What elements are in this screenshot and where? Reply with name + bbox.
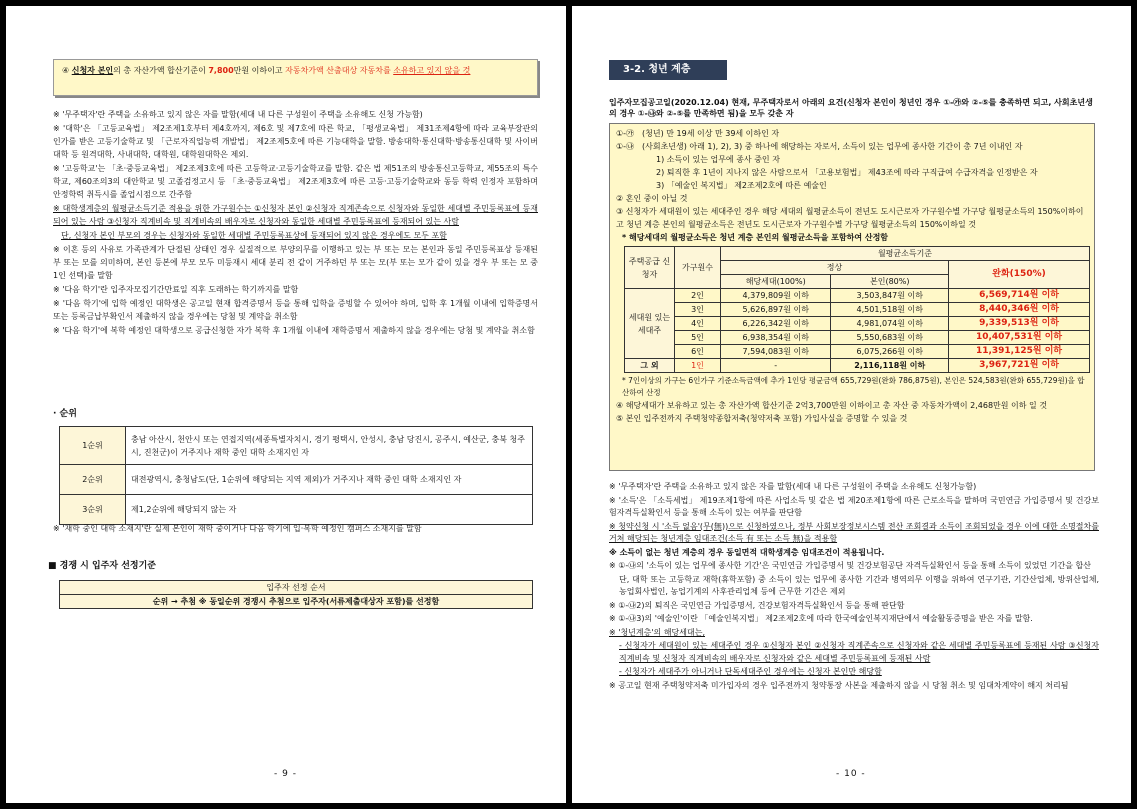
selection-body: 순위 → 추첨 ※ 동일순위 경쟁시 추첨으로 입주자(서류제출대상자 포함)를 선정함 bbox=[60, 595, 533, 609]
income-self: 4,981,074원 이하 bbox=[831, 317, 949, 331]
table-row bbox=[625, 359, 1090, 373]
note-item bbox=[609, 547, 1099, 560]
income-other-relaxed: 3,967,721원 이하 bbox=[949, 359, 1090, 373]
condition-assets: ④ 해당세대가 보유하고 있는 총 자산가액 합산기준 2억3,700만원 이하이고 총 자산 중 자동차가액이 2,468만원 이하 일 것 bbox=[616, 401, 1048, 410]
income-header-monthly: 월평균소득기준 bbox=[721, 247, 1090, 261]
note-item bbox=[609, 613, 1099, 626]
asset-criteria-highlight-box bbox=[53, 59, 538, 96]
income-header-normal: 정상 bbox=[721, 261, 949, 275]
income-household: 4,379,809원 이하 bbox=[721, 289, 831, 303]
table-row bbox=[625, 303, 1090, 317]
table-row bbox=[625, 289, 1090, 303]
note-homeless: ※ '무주택자'란 주택을 소유하고 있지 않은 자를 말함(세대 내 다른 구성원이 주택을 소유해도 신청가능함) bbox=[609, 482, 977, 491]
note-school-location: ※ '재학 중인 대학 소재지'란 실제 본인이 재학 중이거나 다음 학기에 입·복학 예정인 캠퍼스 소재지를 말함 bbox=[53, 524, 422, 533]
condition-mark: ①-㉯ bbox=[616, 142, 635, 151]
income-members: 4인 bbox=[675, 317, 721, 331]
note-household-head: - 신청자가 세대원이 있는 세대주인 경우 ①신청자 본인 ②신청자 직계존속으로 신청자와 같은 세대별 주민등록표에 등재된 사람 ③신청자 직계비속 및 신청자 직계비속의 배우자로 신청자와 같은 세대별 주민등록표에 등재된 사람 bbox=[619, 641, 1099, 663]
table-row bbox=[625, 345, 1090, 359]
income-members: 5인 bbox=[675, 331, 721, 345]
table-row bbox=[625, 247, 1090, 261]
note-highschool: ※ '고등학교'는 「초·중등교육법」 제2조제3호에 따른 고등학교·고등기술학교를 말함. 같은 법 제51조의 방송통신고등학교, 제55조의 특수학교, 제60조의3의 대안학교 및 고졸검정고시 등 「초·중등교육법」 제2조제3호에 따른 고등·고등기술학교와 동등 학력 인정자 포함하며 안정학력 취득시를 졸업시점으로 간주함 bbox=[53, 164, 538, 199]
note-item bbox=[53, 283, 538, 296]
condition-unmarried: ② 혼인 중이 아닐 것 bbox=[616, 194, 688, 203]
note-item bbox=[53, 522, 538, 535]
page-number: - 10 - bbox=[836, 769, 866, 779]
school-note-block bbox=[53, 522, 538, 536]
note-university: ※ '대학'은 「고등교육법」 제2조제1호부터 제4호까지, 제6호 및 제7호에 따른 학교, 「평생교육법」 제31조제4항에 따라 교육부장관의 인가를 받은 고등기술학교 및 「근로자직업능력 개발법」 제2조제5호에 따른 기능대학을 말함. 방송대학·통신대학·방송통신대학 및 사이버대학 등 원격대학, 사내대학, 대학원, 대학원대학은 제외. bbox=[53, 124, 538, 159]
income-header-members: 가구원수 bbox=[675, 247, 721, 289]
page-number: - 9 - bbox=[274, 769, 297, 779]
income-relaxed: 8,440,346원 이하 bbox=[949, 303, 1090, 317]
income-table bbox=[624, 246, 1090, 373]
income-members: 3인 bbox=[675, 303, 721, 317]
note-savings-cancel: ※ 공고일 현재 주택청약저축 미가입자의 경우 입주전까지 청약통장 사본을 제출하지 않을 시 당첨 취소 및 임대차계약이 해지 처리됨 bbox=[609, 680, 1069, 690]
condition-mark: ①-㉮ bbox=[616, 129, 635, 138]
asset-criteria-text2: 만원 이하이고 bbox=[233, 66, 286, 75]
income-other-household: - bbox=[721, 359, 831, 373]
note-item bbox=[609, 560, 1099, 573]
note-divorce: ※ 이혼 등의 사유로 가족관계가 단절된 상태인 경우 실질적으로 부양의무를 이행하고 있는 부 또는 모는 본인과 동일 주민등록표상 등재된 부 또는 모를 의미하며, 본인 등본에 부모 모두 미등재시 세대 분리 전 같이 거주하던 부 또는 모(부 또는 모가 같이 있을 경우 부 또는 모 중 1인 선택)를 말함 bbox=[53, 245, 538, 280]
rank-table bbox=[59, 426, 533, 525]
asset-criteria-car-own: 소유하고 있지 않을 것 bbox=[393, 66, 471, 75]
note-item bbox=[53, 108, 538, 121]
note-item bbox=[53, 162, 538, 201]
note-household-members: ※ 대학생계층의 월평균소득기준 적용을 위한 가구원수는 ①신청자 본인 ②신청자 직계존속으로 신청자와 동일한 세대별 주민등록표에 등재되어 있는 사람 ③신청자 직계비속 및 직계비속의 배우자로 신청자와 동일한 세대별 주민등록표에 등재되어 있는 사람 bbox=[53, 204, 538, 226]
note-item bbox=[609, 666, 1099, 679]
income-relaxed: 10,407,531원 이하 bbox=[949, 331, 1090, 345]
note-item bbox=[53, 229, 538, 242]
note-item bbox=[609, 680, 1099, 693]
competition-title: ■ 경쟁 시 입주자 선정기준 bbox=[48, 561, 156, 571]
note-item bbox=[53, 122, 538, 161]
table-row bbox=[60, 465, 533, 495]
income-other-members: 1인 bbox=[675, 359, 721, 373]
note-item bbox=[609, 521, 1099, 546]
table-row bbox=[60, 427, 533, 465]
income-header-relaxed: 완화(150%) bbox=[949, 261, 1090, 289]
income-group-label: 세대원 있는 세대주 bbox=[625, 289, 675, 359]
table-row bbox=[60, 595, 533, 609]
page-10 bbox=[572, 6, 1131, 803]
note-no-income-check: ※ 청약신청 시 '소득 없음'(무(無))으로 신청하였으나, 정부 사회보장정보시스템 전산 조회결과 소득이 조회되었을 경우 이에 대한 소명절차를 거쳐 해당되는 청년계층 임대조건(소득 有 또는 소득 無)을 적용함 bbox=[609, 521, 1099, 543]
income-self: 3,503,847원 이하 bbox=[831, 289, 949, 303]
rank-text: 제1,2순위에 해당되지 않는 자 bbox=[126, 495, 533, 525]
rank-label: 2순위 bbox=[60, 465, 126, 495]
asset-criteria-car: 자동차가액 산출대상 자동차를 bbox=[285, 66, 394, 75]
sub-condition: 1) 소득이 있는 업무에 종사 중인 자 bbox=[656, 155, 780, 164]
note-item bbox=[609, 640, 1099, 665]
note-item bbox=[609, 600, 1099, 613]
asset-criteria-amount: 7,800 bbox=[208, 66, 234, 75]
note-retirement: ※ ①-㉯2)의 퇴직은 국민연금 가입증명서, 건강보험자격득실확인서 등을 통해 판단함 bbox=[609, 600, 905, 610]
income-members: 2인 bbox=[675, 289, 721, 303]
note-next-semester: ※ '다음 학기'란 입주자모집기간만료일 직후 도래하는 학기까지를 말함 bbox=[53, 285, 299, 294]
condition-savings: ⑤ 본인 입주전까지 주택청약종합저축(청약저축 포함) 가입사실을 증명할 수 있을 것 bbox=[616, 414, 908, 423]
note-item bbox=[53, 243, 538, 282]
condition-income: ③ 신청자가 세대원이 있는 세대주인 경우 해당 세대의 월평균소득이 전년도 도시근로자 가구원수별 가구당 월평균소득의 150%이하이고 청년 계층 본인의 월평균소득은 전년도 도시근로자 가구원수별 가구당 월평균소득의 150%이하일 것 bbox=[616, 207, 1084, 229]
income-self: 6,075,266원 이하 bbox=[831, 345, 949, 359]
youth-requirements-box bbox=[609, 123, 1095, 471]
table-row bbox=[625, 331, 1090, 345]
asset-criteria-subject: 신청자 본인 bbox=[71, 66, 114, 75]
note-item bbox=[609, 627, 1099, 640]
table-row bbox=[60, 495, 533, 525]
note-youth-household: ※ '청년계층'의 해당세대는, bbox=[609, 627, 706, 637]
income-other-self: 2,116,118원 이하 bbox=[831, 359, 949, 373]
sub-condition: 3) 「예술인 복지법」 제2조제2호에 따른 예술인 bbox=[656, 181, 827, 190]
note-admission: ※ '다음 학기'에 입학 예정인 대학생은 공고일 현재 합격증명서 등을 통해 입학을 증빙할 수 있어야 하며, 입학 후 1개월 이내에 입학증명서 또는 등록금납부확인서 제출하지 않을 경우에는 당첨 및 계약을 취소함 bbox=[53, 299, 538, 321]
condition-income-note: * 해당세대의 월평균소득은 청년 계층 본인의 월평균소득을 포함하여 산정함 bbox=[622, 233, 889, 242]
income-self: 5,550,683원 이하 bbox=[831, 331, 949, 345]
asset-criteria-text1: 의 총 자산가액 합산기준이 bbox=[113, 66, 209, 75]
selection-table bbox=[59, 580, 533, 609]
note-work-exclusion: 단, 대학 또는 고등학교 재학(휴학포함) 중 소득이 있는 업무에 종사한 기간과 병역의무 이행을 위하여 연구기관, 기간산업체, 방위산업체, 농업회사법인, 농업기계의 사후관리업체 등에 근무한 기간은 제외 bbox=[619, 574, 1099, 596]
asset-criteria-num: ④ bbox=[62, 66, 70, 75]
income-household: 6,226,342원 이하 bbox=[721, 317, 831, 331]
income-household: 6,938,354원 이하 bbox=[721, 331, 831, 345]
income-household: 5,626,897원 이하 bbox=[721, 303, 831, 317]
note-single-household: - 신청자가 세대주가 아니거나 단독세대주인 경우에는 신청자 본인만 해당함 bbox=[619, 667, 882, 676]
rank-text: 충남 아산시, 천안시 또는 연접지역(세종특별자치시, 경기 평택시, 안성시, 충남 당진시, 공주시, 예산군, 충북 청주시, 진천군)이 거주지나 재학 중인 대학 소재지인 자 bbox=[126, 427, 533, 465]
condition-text: (청년) 만 19세 이상 만 39세 이하인 자 bbox=[642, 129, 780, 138]
note-work-period: ※ ①-㉯의 '소득이 있는 업무에 종사한 기간'은 국민연금 가입증명서 및 건강보험공단 자격득실확인서 등을 통해 소득이 있었던 기간을 합산 bbox=[609, 561, 1091, 570]
note-parents: 단, 신청자 본인 부모의 경우는 신청자와 동일한 세대별 주민등록표상에 등재되어 있지 않은 경우에도 모두 포함 bbox=[61, 231, 447, 240]
note-item bbox=[53, 324, 538, 337]
condition-item bbox=[616, 140, 1088, 153]
note-item bbox=[53, 202, 538, 228]
note-artist: ※ ①-㉯3)의 '예술인'이란 「예술인복지법」 제2조제2호에 따라 한국예술인복지재단에서 예술활동증명을 받은 자를 말함. bbox=[609, 614, 1033, 623]
note-homeless: ※ '무주택자'란 주택을 소유하고 있지 않은 자를 말함(세대 내 다른 구성원이 주택을 소유해도 신청 가능함) bbox=[53, 110, 423, 119]
condition-text: (사회초년생) 아래 1), 2), 3) 중 하나에 해당하는 자로서, 소득이 있는 업무에 종사한 기간이 총 7년 이내인 자 bbox=[642, 142, 1023, 151]
section-badge: 3-2. 청년 계층 bbox=[609, 60, 727, 80]
page-9 bbox=[6, 6, 566, 803]
income-members: 6인 bbox=[675, 345, 721, 359]
rank-title: · 순위 bbox=[53, 409, 77, 419]
note-return: ※ '다음 학기'에 복학 예정인 대학생으로 공급신청한 자가 복학 후 1개월 이내에 재학증명서 제출하지 않을 경우에는 당첨 및 계약을 취소함 bbox=[53, 326, 535, 335]
income-other-label: 그 외 bbox=[625, 359, 675, 373]
income-note: * 7인이상의 가구는 6인가구 기준소득금액에 추가 1인당 평균금액 655,729원(완화 786,875원), 본인은 524,583원(완화 655,729원)을 합산하여 산정 bbox=[622, 376, 1085, 397]
income-household: 7,594,083원 이하 bbox=[721, 345, 831, 359]
note-no-income-youth: ※ 소득이 없는 청년 계층의 경우 동일면적 대학생계층 임대조건이 적용됩니다. bbox=[609, 547, 885, 557]
sub-condition: 2) 퇴직한 후 1년이 지나지 않은 사람으로서 「고용보험법」 제43조에 따라 구직급여 수급자격을 인정받은 자 bbox=[656, 168, 1038, 177]
table-row bbox=[60, 581, 533, 595]
section-intro: 입주자모집공고일(2020.12.04) 현재, 무주택자로서 아래의 요건(신청자 본인이 청년인 경우 ①-㉮와 ②-⑤를 충족하면 되고, 사회초년생의 경우 ①-㉯와 ②-⑤를 만족하면 됨)을 모두 갖춘 자 bbox=[609, 98, 1093, 118]
condition-item bbox=[616, 127, 1088, 140]
income-relaxed: 6,569,714원 이하 bbox=[949, 289, 1090, 303]
right-notes-list bbox=[609, 481, 1099, 693]
income-header-self: 본인(80%) bbox=[831, 275, 949, 289]
rank-text: 대전광역시, 충청남도(단, 1순위에 해당되는 지역 제외)가 거주지나 재학 중인 대학 소재지인 자 bbox=[126, 465, 533, 495]
rank-label: 3순위 bbox=[60, 495, 126, 525]
note-item bbox=[53, 297, 538, 323]
note-income-definition: ※ '소득'은 「소득세법」 제19조제1항에 따른 사업소득 및 같은 법 제20조제1항에 따른 근로소득을 말하며 국민연금 가입증명서 및 건강보험자격득실확인서 등을 통해 소득이 있는 여부를 판단함 bbox=[609, 495, 1099, 517]
income-self: 4,501,518원 이하 bbox=[831, 303, 949, 317]
left-notes-list bbox=[53, 108, 538, 338]
income-relaxed: 9,339,513원 이하 bbox=[949, 317, 1090, 331]
selection-header: 입주자 선정 순서 bbox=[60, 581, 533, 595]
income-relaxed: 11,391,125원 이하 bbox=[949, 345, 1090, 359]
note-item bbox=[609, 481, 1099, 494]
note-item bbox=[609, 574, 1099, 599]
table-row bbox=[625, 317, 1090, 331]
note-item bbox=[609, 495, 1099, 520]
income-header-supply: 주택공급 신청자 bbox=[625, 247, 675, 289]
income-header-household: 해당세대(100%) bbox=[721, 275, 831, 289]
rank-label: 1순위 bbox=[60, 427, 126, 465]
